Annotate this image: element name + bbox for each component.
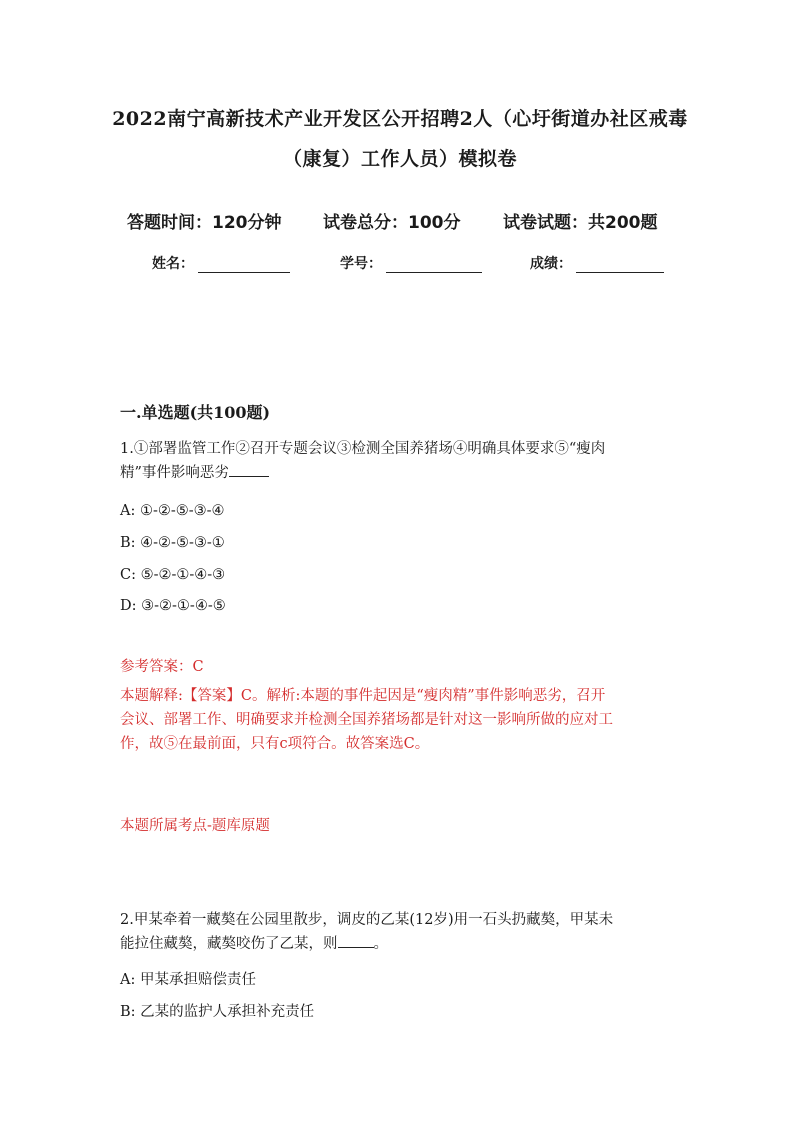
question-1-option-a: A: ①-②-⑤-③-④	[120, 503, 225, 519]
student-id-label: 学号：	[340, 256, 382, 272]
student-id-blank	[386, 256, 482, 273]
question-2-option-b: B: 乙某的监护人承担补充责任	[120, 1004, 315, 1020]
exam-total-score: 试卷总分：100分	[323, 213, 461, 233]
score-label: 成绩：	[530, 256, 572, 272]
question-1-explanation-line2: 会议、部署工作、明确要求并检测全国养猪场都是针对这一影响所做的应对工	[120, 712, 613, 728]
score-blank	[576, 256, 664, 273]
exam-title-line1: 2022南宁高新技术产业开发区公开招聘2人（心圩街道办社区戒毒	[112, 108, 688, 130]
exam-question-count: 试卷试题：共200题	[503, 213, 658, 233]
question-1-option-b: B: ④-②-⑤-③-①	[120, 535, 225, 551]
section-title: 一.单选题(共100题)	[120, 403, 271, 422]
question-2-stem	[120, 908, 690, 956]
name-label: 姓名：	[152, 256, 194, 272]
name-field	[152, 253, 290, 273]
score-field	[530, 253, 664, 273]
question-1-source: 本题所属考点-题库原题	[120, 818, 270, 834]
question-1-explanation-line3: 作，故⑤在最前面，只有c项符合。故答案选C。	[120, 736, 430, 752]
exam-time: 答题时间：120分钟	[127, 213, 282, 233]
question-1-stem	[120, 437, 690, 485]
name-blank	[198, 256, 290, 273]
question-2-stem-line2: 能拉住藏獒，藏獒咬伤了乙某，则 。	[120, 932, 690, 956]
question-1-explanation-line1: 本题解释:【答案】C。解析:本题的事件起因是“瘦肉精”事件影响恶劣，召开	[120, 688, 606, 704]
question-1-stem-line2: 精”事件影响恶劣	[120, 461, 690, 485]
answer-blank	[338, 933, 374, 948]
question-2-stem-line1: 2.甲某牵着一藏獒在公园里散步，调皮的乙某(12岁)用一石头扔藏獒，甲某未	[120, 912, 614, 928]
question-1-option-c: C: ⑤-②-①-④-③	[120, 567, 226, 583]
question-1-option-d: D: ③-②-①-④-⑤	[120, 598, 226, 614]
question-1-answer: 参考答案：C	[120, 659, 204, 675]
question-1-stem-line1: 1.①部署监管工作②召开专题会议③检测全国养猪场④明确具体要求⑤“瘦肉	[120, 441, 606, 457]
question-1-explanation	[120, 684, 690, 756]
answer-blank	[229, 462, 269, 477]
question-2-option-a: A: 甲某承担赔偿责任	[120, 972, 256, 988]
student-id-field	[340, 253, 482, 273]
exam-title-line2: （康复）工作人员）模拟卷	[282, 148, 517, 170]
